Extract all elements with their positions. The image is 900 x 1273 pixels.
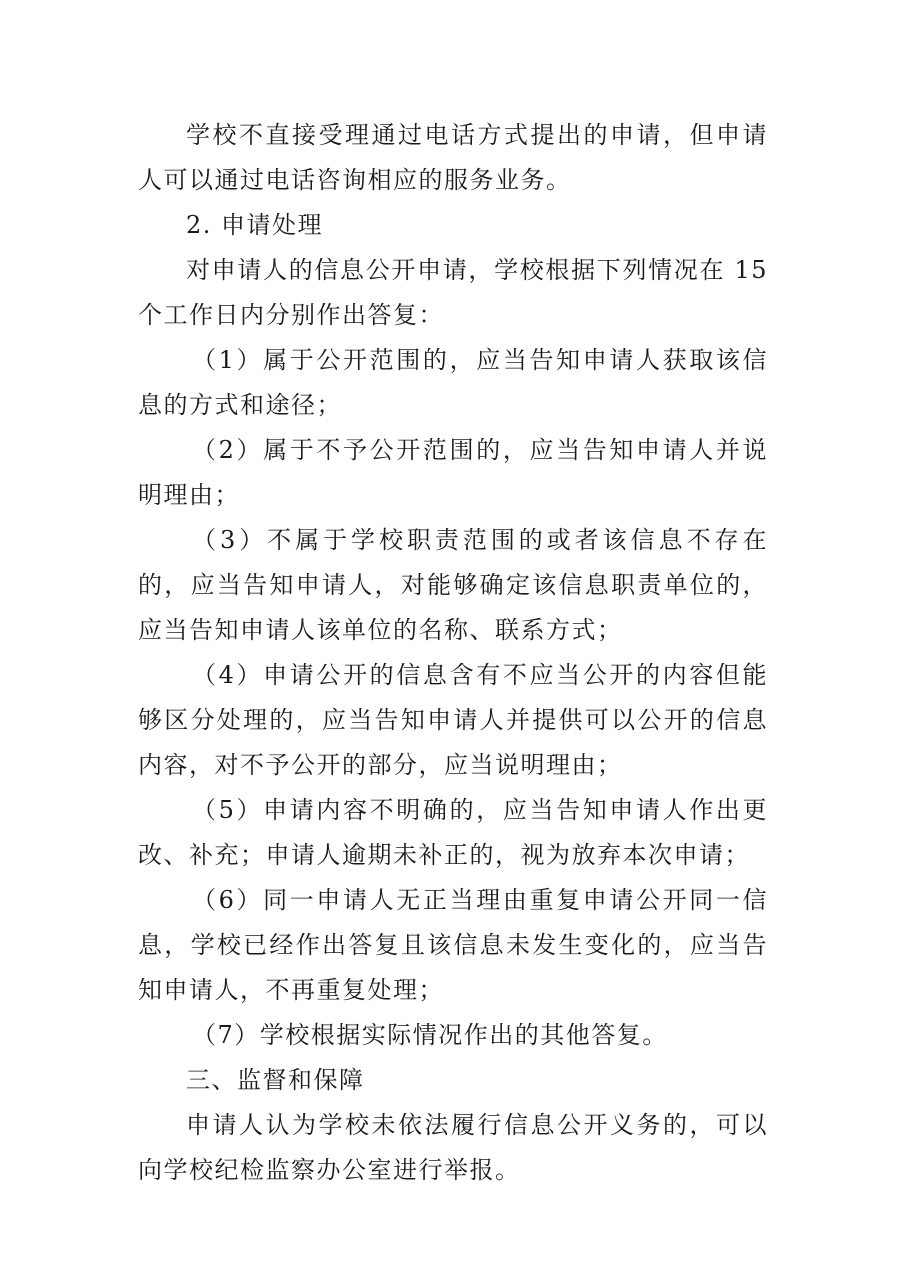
list-item-5: （5）申请内容不明确的，应当告知申请人作出更改、补充；申请人逾期未补正的，视为放弃本次申请； xyxy=(138,796,768,869)
list-item-6: （6）同一申请人无正当理由重复申请公开同一信息，学校已经作出答复且该信息未发生变化的，应当告知申请人，不再重复处理； xyxy=(138,886,768,1004)
section-heading-application-processing: 2. 申请处理 xyxy=(186,211,324,239)
paragraph-reply-deadline: 对申请人的信息公开申请，学校根据下列情况在 15 个工作日内分别作出答复： xyxy=(138,256,768,329)
list-item-2: （2）属于不予公开范围的，应当告知申请人并说明理由； xyxy=(138,436,768,509)
list-item-1: （1）属于公开范围的，应当告知申请人获取该信息的方式和途径； xyxy=(138,346,768,419)
section-heading-supervision: 三、监督和保障 xyxy=(186,1066,365,1094)
paragraph-report: 申请人认为学校未依法履行信息公开义务的，可以向学校纪检监察办公室进行举报。 xyxy=(138,1111,768,1184)
list-item-4: （4）申请公开的信息含有不应当公开的内容但能够区分处理的，应当告知申请人并提供可以公开的信息内容，对不予公开的部分，应当说明理由； xyxy=(138,661,768,779)
list-item-3: （3）不属于学校职责范围的或者该信息不存在的，应当告知申请人，对能够确定该信息职责单位的，应当告知申请人该单位的名称、联系方式； xyxy=(138,526,768,644)
paragraph-phone-application: 学校不直接受理通过电话方式提出的申请，但申请人可以通过电话咨询相应的服务业务。 xyxy=(138,121,768,194)
list-item-7: （7）学校根据实际情况作出的其他答复。 xyxy=(192,1021,668,1049)
document-body xyxy=(138,113,768,1193)
